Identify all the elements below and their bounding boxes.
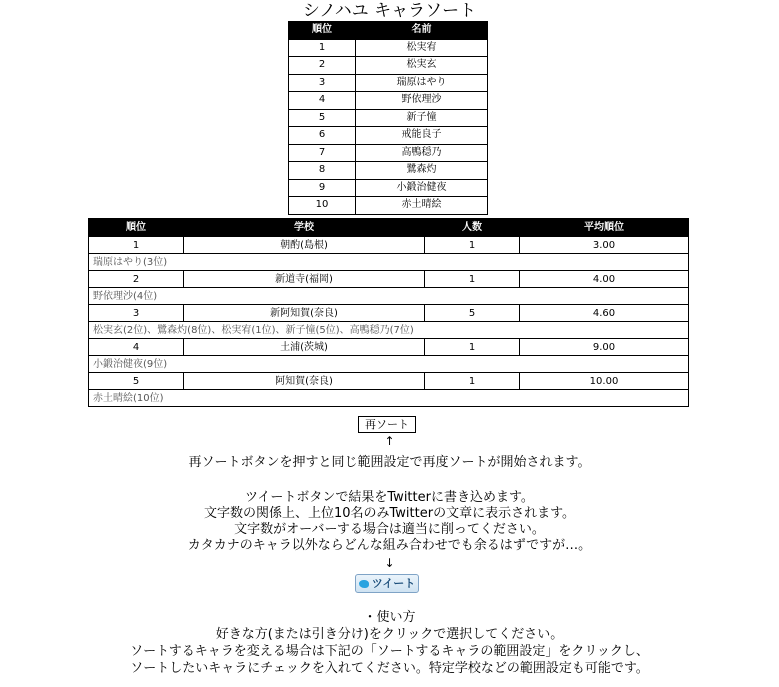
tweet-button-label: ツイート bbox=[371, 577, 416, 590]
ranking-rank: 7 bbox=[289, 144, 356, 162]
school-rank: 3 bbox=[89, 305, 184, 322]
down-arrow-icon: ↓ bbox=[384, 556, 395, 570]
ranking-row bbox=[289, 162, 488, 180]
school-members-row bbox=[89, 322, 689, 339]
school-table bbox=[88, 218, 689, 407]
ranking-row bbox=[289, 39, 488, 57]
ranking-row bbox=[289, 197, 488, 215]
school-average: 4.60 bbox=[520, 305, 689, 322]
ranking-rank: 10 bbox=[289, 197, 356, 215]
school-count: 1 bbox=[425, 237, 520, 254]
ranking-name: 松実宥 bbox=[356, 39, 488, 57]
ranking-rank: 3 bbox=[289, 74, 356, 92]
school-name: 新道寺(福岡) bbox=[184, 271, 425, 288]
school-count: 1 bbox=[425, 373, 520, 390]
school-count: 1 bbox=[425, 339, 520, 356]
school-count: 1 bbox=[425, 271, 520, 288]
school-average: 9.00 bbox=[520, 339, 689, 356]
school-average: 3.00 bbox=[520, 237, 689, 254]
ranking-rank: 6 bbox=[289, 127, 356, 145]
school-header-average: 平均順位 bbox=[520, 219, 689, 237]
school-row bbox=[89, 373, 689, 390]
tweet-note-3: 文字数がオーバーする場合は適当に削ってください。 bbox=[234, 522, 545, 537]
school-header-count: 人数 bbox=[425, 219, 520, 237]
school-rank: 1 bbox=[89, 237, 184, 254]
twitter-bird-icon bbox=[359, 580, 369, 588]
ranking-header-rank: 順位 bbox=[289, 22, 356, 40]
ranking-rank: 8 bbox=[289, 162, 356, 180]
usage-line-1: 好きな方(または引き分け)をクリックで選択してください。 bbox=[215, 627, 564, 642]
tweet-button[interactable] bbox=[355, 574, 419, 593]
school-rank: 5 bbox=[89, 373, 184, 390]
school-members-row bbox=[89, 288, 689, 305]
ranking-name: 松実玄 bbox=[356, 57, 488, 75]
school-average: 4.00 bbox=[520, 271, 689, 288]
school-row bbox=[89, 339, 689, 356]
tweet-note-1: ツイートボタンで結果をTwitterに書き込めます。 bbox=[245, 490, 534, 505]
ranking-header-row bbox=[289, 22, 488, 40]
school-average: 10.00 bbox=[520, 373, 689, 390]
school-members: 瑞原はやり(3位) bbox=[89, 254, 689, 271]
ranking-row bbox=[289, 109, 488, 127]
ranking-header-name: 名前 bbox=[356, 22, 488, 40]
school-name: 新阿知賀(奈良) bbox=[184, 305, 425, 322]
usage-line-3: ソートしたいキャラにチェックを入れてください。特定学校などの範囲設定も可能です。 bbox=[130, 661, 649, 676]
school-members: 小鍛治健夜(9位) bbox=[89, 356, 689, 373]
school-members-row bbox=[89, 390, 689, 407]
ranking-rank: 9 bbox=[289, 179, 356, 197]
ranking-name: 瑞原はやり bbox=[356, 74, 488, 92]
school-name: 土浦(茨城) bbox=[184, 339, 425, 356]
school-row bbox=[89, 237, 689, 254]
tweet-note-2: 文字数の関係上、上位10名のみTwitterの文章に表示されます。 bbox=[203, 506, 576, 521]
ranking-row bbox=[289, 57, 488, 75]
school-rank: 4 bbox=[89, 339, 184, 356]
school-members: 野依理沙(4位) bbox=[89, 288, 689, 305]
school-header-row bbox=[89, 219, 689, 237]
school-members-row bbox=[89, 254, 689, 271]
ranking-row bbox=[289, 179, 488, 197]
school-members-row bbox=[89, 356, 689, 373]
ranking-name: 戒能良子 bbox=[356, 127, 488, 145]
ranking-name: 赤土晴絵 bbox=[356, 197, 488, 215]
ranking-name: 野依理沙 bbox=[356, 92, 488, 110]
ranking-rank: 2 bbox=[289, 57, 356, 75]
school-name: 阿知賀(奈良) bbox=[184, 373, 425, 390]
school-rank: 2 bbox=[89, 271, 184, 288]
ranking-name: 高鴨穏乃 bbox=[356, 144, 488, 162]
resort-note: 再ソートボタンを押すと同じ範囲設定で再度ソートが開始されます。 bbox=[188, 455, 591, 470]
school-members: 赤土晴絵(10位) bbox=[89, 390, 689, 407]
school-header-school: 学校 bbox=[184, 219, 425, 237]
ranking-row bbox=[289, 144, 488, 162]
usage-heading: ・使い方 bbox=[363, 610, 416, 625]
school-name: 朝酌(島根) bbox=[184, 237, 425, 254]
ranking-row bbox=[289, 92, 488, 110]
ranking-rank: 5 bbox=[289, 109, 356, 127]
ranking-rank: 1 bbox=[289, 39, 356, 57]
ranking-row bbox=[289, 127, 488, 145]
school-members: 松実玄(2位)、鷺森灼(8位)、松実宥(1位)、新子憧(5位)、高鴨穏乃(7位) bbox=[89, 322, 689, 339]
ranking-row bbox=[289, 74, 488, 92]
school-count: 5 bbox=[425, 305, 520, 322]
up-arrow-icon: ↑ bbox=[384, 434, 395, 448]
school-row bbox=[89, 305, 689, 322]
page-title: シノハユ キャラソート bbox=[302, 1, 477, 21]
tweet-note-4: カタカナのキャラ以外ならどんな組み合わせでも余るはずですが…。 bbox=[187, 538, 592, 553]
ranking-name: 小鍛治健夜 bbox=[356, 179, 488, 197]
ranking-name: 鷺森灼 bbox=[356, 162, 488, 180]
ranking-rank: 4 bbox=[289, 92, 356, 110]
resort-button[interactable]: 再ソート bbox=[358, 416, 416, 433]
school-row bbox=[89, 271, 689, 288]
usage-line-2: ソートするキャラを変える場合は下記の「ソートするキャラの範囲設定」をクリックし、 bbox=[130, 644, 649, 659]
school-header-rank: 順位 bbox=[89, 219, 184, 237]
ranking-name: 新子憧 bbox=[356, 109, 488, 127]
ranking-table bbox=[288, 21, 488, 215]
